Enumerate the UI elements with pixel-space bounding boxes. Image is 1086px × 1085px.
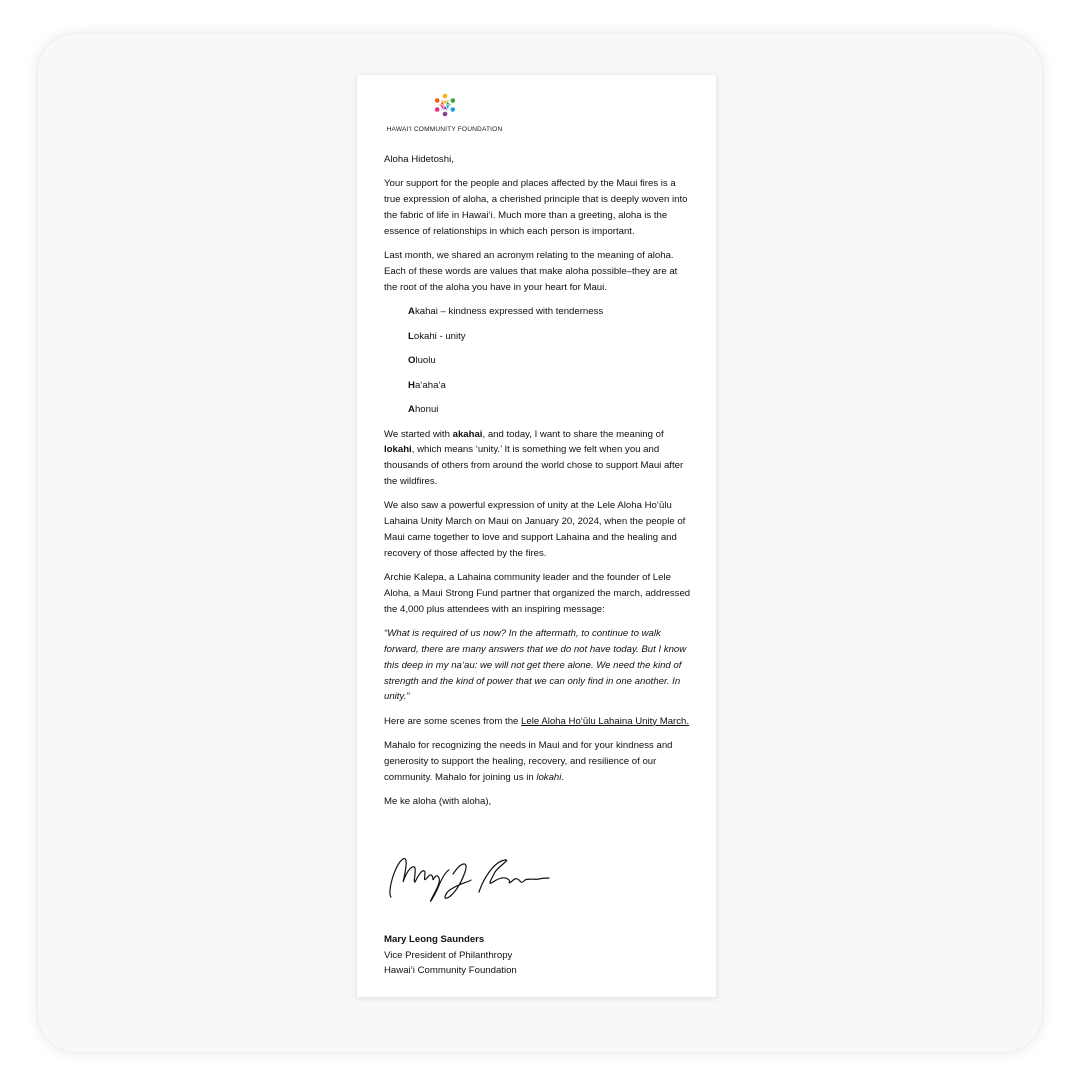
organization-name: HAWAI'I COMMUNITY FOUNDATION xyxy=(386,126,503,133)
paragraph-lokahi xyxy=(384,427,691,490)
text-run: , which means ‘unity.’ It is something we felt when you and thousands of others from around the world chose to support Maui after the wildfires. xyxy=(384,444,684,487)
hcf-logo-icon xyxy=(430,92,460,118)
paragraph-unity-march: We also saw a powerful expression of unity at the Lele Aloha Ho‘ūlu Lahaina Unity March on Maui on January 20, 2024, when the people of Maui came together to love and support Lahaina and the healing and recovery of those affected by the fires. xyxy=(384,500,686,559)
quote: “What is required of us now? In the aftermath, to continue to walk forward, there are many answers that we do not have today. But I know this deep in my na‘au: we will not get there alone. We need the kind of strength and the kind of power that we can only find in one another. In unity.” xyxy=(384,628,687,703)
acronym-item xyxy=(408,378,691,394)
greeting: Aloha Hidetoshi, xyxy=(384,154,454,165)
bold-word: akahai xyxy=(452,428,483,440)
acronym-letter: A xyxy=(408,306,415,318)
paragraph-acronym-intro: Last month, we shared an acronym relating to the meaning of aloha. Each of these words are values that make aloha possible–they are at the root of the aloha you have in your heart for Maui. xyxy=(384,250,678,293)
letter-page xyxy=(357,75,716,997)
acronym-letter: L xyxy=(408,330,414,342)
acronym-item xyxy=(408,329,691,345)
text-run: Mahalo for recognizing the needs in Maui and for your kindness and generosity to support the healing, recovery, and resilience of our community. Mahalo for joining us in xyxy=(384,740,673,783)
acronym-rest: luolu xyxy=(415,355,436,367)
signer-block xyxy=(384,932,517,979)
text-run: Here are some scenes from the xyxy=(384,715,522,727)
unity-march-link[interactable]: Lele Aloha Ho‘ūlu Lahaina Unity March. xyxy=(521,715,690,727)
letter-body xyxy=(384,152,691,818)
text-run: , and today, I want to share the meaning of xyxy=(482,428,664,440)
acronym-list xyxy=(384,304,691,418)
acronym-letter: O xyxy=(408,355,416,367)
acronym-item xyxy=(408,304,691,320)
bold-word: lokahi xyxy=(384,444,412,456)
acronym-rest: honui xyxy=(414,404,439,416)
acronym-rest: kahai – kindness expressed with tenderness xyxy=(414,306,604,318)
signer-organization: Hawai‘i Community Foundation xyxy=(384,965,517,977)
paragraph-mahalo xyxy=(384,738,691,785)
signature-image xyxy=(383,852,553,912)
acronym-letter: A xyxy=(408,404,415,416)
acronym-letter: H xyxy=(408,379,415,391)
closing: Me ke aloha (with aloha), xyxy=(384,796,492,808)
signer-name: Mary Leong Saunders xyxy=(384,934,485,945)
paragraph-scenes xyxy=(384,714,691,730)
logo xyxy=(357,92,532,138)
italic-word: lokahi xyxy=(536,771,562,783)
text-run: We started with xyxy=(384,428,453,440)
paragraph-archie-kalepa: Archie Kalepa, a Lahaina community leader and the founder of Lele Aloha, a Maui Strong Fund partner that organized the march, addressed the 4,000 plus attendees with an inspiring message: xyxy=(384,572,691,615)
acronym-rest: okahi - unity xyxy=(413,330,466,342)
acronym-rest: a‘aha‘a xyxy=(414,379,446,391)
signer-title: Vice President of Philanthropy xyxy=(384,949,513,961)
paragraph-support: Your support for the people and places affected by the Maui fires is a true expression of aloha, a cherished principle that is deeply woven into the fabric of life in Hawai‘i. Much more than a greeting, aloha is the essence of relationships in which each person is important. xyxy=(384,178,688,237)
text-run: . xyxy=(561,771,565,783)
acronym-item xyxy=(408,353,691,369)
acronym-item xyxy=(408,402,691,418)
